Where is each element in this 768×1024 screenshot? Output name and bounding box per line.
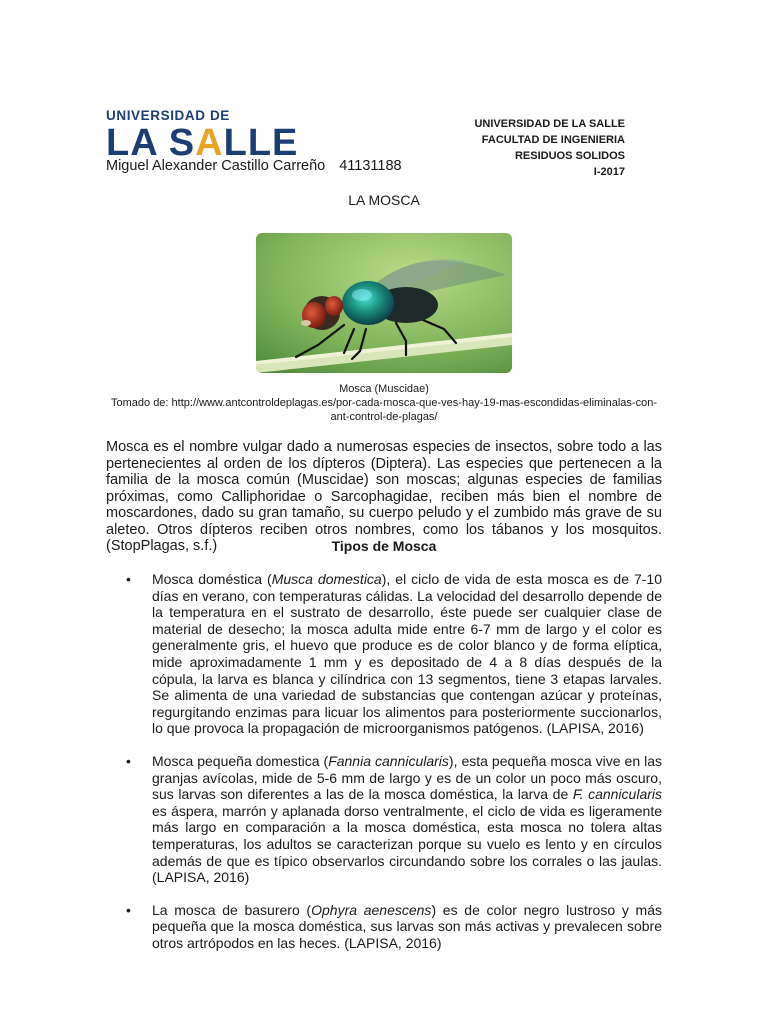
logo-top-text: UNIVERSIDAD DE xyxy=(106,108,230,123)
author-line xyxy=(106,158,402,174)
list-item: • Mosca doméstica (Musca domestica), el ciclo de vida de esta mosca es de 7-10 días en verano, con temperaturas cálidas. La velocidad del desarrollo depende de la temperatura en el sustrato de desarrollo, éste puede ser cualquier clase de material de desecho; la mosca adulta mide entre 6-7 mm de largo y el color es generalmente gris, el huevo que produce es de color blanco y de forma elíptica, mide aproximadamente 1 mm y es depositado de 4 a 8 días después de la cópula, la larva es blanca y cilíndrica con 13 segmentos, tiene 3 etapas larvales. Se alimenta de una variedad de substancias que contengan azúcar y proteínas, regurgitando enzimas para licuar los alimentos para posteriormente succionarlos, lo que provoca la propagación de microorganismos patógenos. (LAPISA, 2016) xyxy=(106,571,662,737)
header-line: RESIDUOS SOLIDOS xyxy=(514,150,625,162)
header-line: FACULTAD DE INGENIERIA xyxy=(481,134,625,146)
document-title: LA MOSCA xyxy=(348,192,420,208)
list-item: • Mosca pequeña domestica (Fannia cannicularis), esta pequeña mosca vive en las granjas avícolas, mide de 5-6 mm de largo y es de un color un poco más oscuro, sus larvas son diferentes a las de la mosca doméstica, la larva de F. cannicularis es áspera, marrón y aplanada dorso ventralmente, el ciclo de vida es ligeramente más largo en comparación a la mosca doméstica, esta mosca no tolera altas temperaturas, los adultos se caracterizan porque su vuelo es lento y en círculos además de que es típico observarlos circundando sobre los corrales o las jaulas. (LAPISA, 2016) xyxy=(106,753,662,886)
species-name: Musca domestica xyxy=(271,571,382,587)
fly-illustration xyxy=(256,233,512,373)
species-name: Ophyra aenescens xyxy=(311,901,432,918)
intro-paragraph: Mosca es el nombre vulgar dado a numerosas especies de insectos, sobre todo a las pertenecientes al orden de los dípteros (Diptera). Las especies que pertenecen a la familia de la mosca común (Muscidae) son moscas; algunas especies de familias próximas, como Calliphoridae o Sarcophagidae, reciben más bien el nombre de moscardones, dado su gran tamaño, su cuerpo peludo y el zumbido más grave de su aleteo. Otros dípteros reciben otros nombres, como los tábanos y los mosquitos. (StopPlagas, s.f.) xyxy=(106,439,662,554)
fly-photo xyxy=(256,233,512,373)
fly-types-list xyxy=(106,571,662,951)
list-item: • La mosca de basurero (Ophyra aenescens) es de color negro lustroso y más pequeña que la mosca doméstica, sus larvas son más activas y prevalecen sobre otros artrópodos en las heces. (LAPISA, 2016) xyxy=(106,902,662,952)
header-right xyxy=(474,116,625,180)
university-logo xyxy=(106,108,299,164)
author-name: Miguel Alexander Castillo Carreño xyxy=(106,158,326,174)
image-caption xyxy=(106,382,662,424)
header-line: I-2017 xyxy=(593,166,625,178)
author-id: 41131188 xyxy=(339,158,402,174)
species-name: F. cannicularis xyxy=(572,786,663,803)
header-line: UNIVERSIDAD DE LA SALLE xyxy=(474,118,625,130)
caption-source: Tomado de: http://www.antcontroldeplagas.es/por-cada-mosca-que-ves-hay-19-mas-escondidas-eliminalas-con-ant-control-de-plagas/ xyxy=(111,397,657,423)
section-title: Tipos de Mosca xyxy=(331,538,437,554)
logo-main-text: LA SALLE xyxy=(106,122,299,164)
species-name: Fannia cannicularis xyxy=(328,752,449,769)
caption-title: Mosca (Muscidae) xyxy=(339,383,429,395)
